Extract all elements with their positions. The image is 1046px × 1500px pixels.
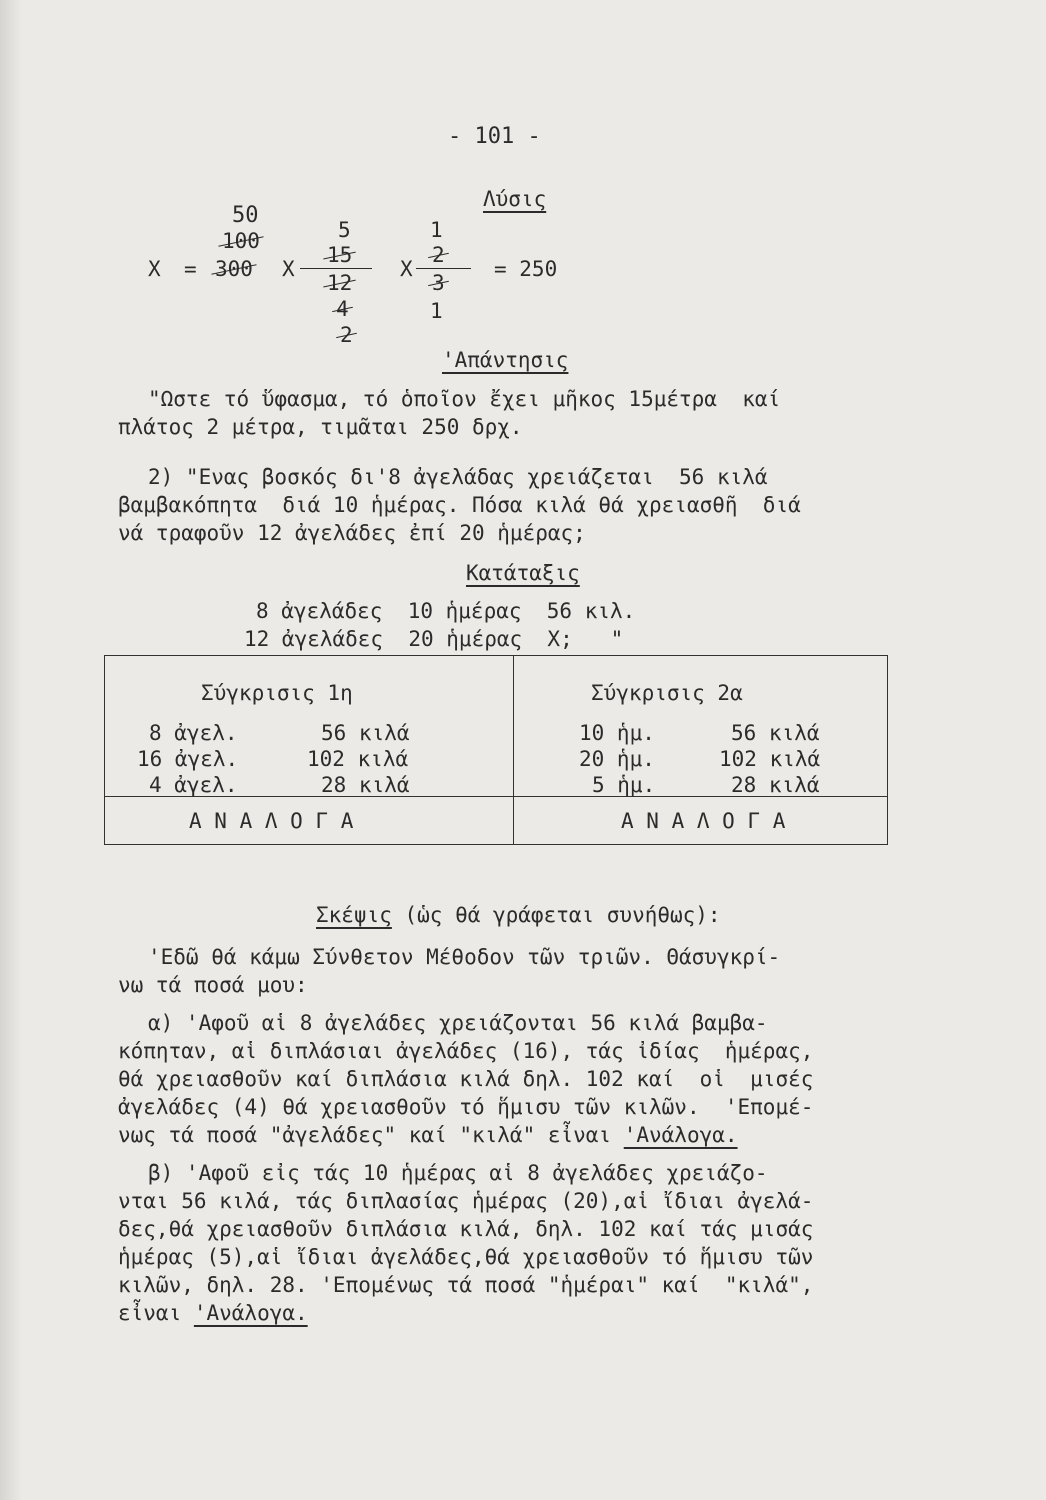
page-number: - 101 -	[448, 124, 541, 149]
n1-mid-value: 100	[222, 229, 260, 253]
n3-numerator-value: 2	[432, 243, 445, 267]
comparison-1-result: Α Ν Α Λ Ο Γ Α	[189, 809, 354, 833]
equals-sign: =	[184, 257, 197, 281]
reasoning-a-conclusion: 'Ανάλογα.	[623, 1123, 738, 1147]
reasoning-a-line-5-text: νως τά ποσά "ἀγελάδες" καί "κιλά" εἶναι	[118, 1123, 624, 1147]
reasoning-b-line-4: ἡμέρας (5),αἱ ἴδιαι ἀγελάδες,θά χρειασθοῦν τό ἥμισυ τῶν	[118, 1245, 814, 1269]
problem-line-3: νά τραφοῦν 12 ἀγελάδες ἐπί 20 ἡμέρας;	[118, 521, 586, 545]
n2-below-1-value: 4	[336, 297, 349, 321]
multiply-sign-1: Χ	[282, 257, 295, 281]
reasoning-a-line-3: θά χρειασθοῦν καί διπλάσια κιλά δηλ. 102 καί οἱ μισές	[118, 1067, 814, 1091]
n1-main	[215, 256, 253, 282]
n2-below-2	[340, 322, 353, 348]
n1-main-value: 300	[215, 257, 253, 281]
comparison-1-row-3-a: 4 ἀγελ.	[149, 773, 238, 797]
reasoning-b-line-2: νται 56 κιλά, τάς διπλασίας ἡμέρας (20),αἱ ἴδιαι ἀγελά-	[118, 1189, 814, 1213]
x-variable: Χ	[148, 257, 161, 281]
comparison-1-row-2-b: 102 κιλά	[307, 747, 409, 771]
fraction-line-1	[300, 268, 372, 269]
reasoning-b-line-5: κιλῶν, δηλ. 28. 'Επομένως τά ποσά "ἡμέραι" καί "κιλά",	[118, 1273, 814, 1297]
answer-line-1: "Ωστε τό ὕφασμα, τό ὁποῖον ἔχει μῆκος 15μέτρα καί	[148, 387, 781, 411]
reasoning-intro-2: νω τά ποσά μου:	[118, 973, 308, 997]
arrangement-row-1: 8 ἀγελάδες 10 ἡμέρας 56 κιλ.	[256, 599, 636, 623]
comparison-1-row-3-b: 28 κιλά	[321, 773, 410, 797]
comparison-2-row-1-a: 10 ἡμ.	[579, 721, 655, 745]
n3-top: 1	[430, 218, 443, 242]
reasoning-b-line-6	[118, 1300, 308, 1326]
comparison-2-row-1-b: 56 κιλά	[731, 721, 820, 745]
n2-numerator-value: 15	[327, 243, 353, 267]
comparison-2-row-3-a: 5 ἡμ.	[592, 773, 656, 797]
reasoning-a-line-1: α) 'Αφοῦ αἱ 8 ἀγελάδες χρειάζονται 56 κιλά βαμβα-	[148, 1011, 768, 1035]
fraction-line-2	[416, 268, 471, 269]
comparison-table	[104, 655, 888, 845]
reasoning-heading: Σκέψις	[316, 903, 392, 927]
n3-denominator-value: 3	[432, 271, 445, 295]
reasoning-heading-line	[316, 902, 721, 928]
table-column-divider	[513, 656, 514, 844]
n2-top: 5	[338, 218, 351, 242]
solution-heading: Λύσις	[483, 187, 547, 211]
reasoning-b-line-3: δες,θά χρειασθοῦν διπλάσια κιλά, δηλ. 102 καί τάς μισάς	[118, 1217, 814, 1241]
reasoning-intro-1: 'Εδῶ θά κάμω Σύνθετον Μέθοδον τῶν τριῶν. Θάσυγκρί-	[148, 945, 781, 969]
comparison-1-title: Σύγκρισις 1η	[201, 681, 353, 705]
arrangement-heading: Κατάταξις	[466, 561, 580, 585]
comparison-1-row-2-a: 16 ἀγελ.	[137, 747, 239, 771]
n2-denominator	[327, 270, 352, 296]
reasoning-b-line-1: β) 'Αφοῦ εἰς τάς 10 ἡμέρας αἱ 8 ἀγελάδες χρειάζο-	[148, 1161, 768, 1185]
page-edge-shadow	[0, 0, 22, 1500]
n3-below: 1	[430, 299, 443, 323]
reasoning-b-conclusion: 'Ανάλογα.	[193, 1301, 308, 1325]
reasoning-a-line-2: κόπηταν, αἱ διπλάσιαι ἀγελάδες (16), τάς ἰδίας ἡμέρας,	[118, 1039, 814, 1063]
comparison-1-row-1-a: 8 ἀγελ.	[149, 721, 238, 745]
problem-line-2: βαμβακόπητα διά 10 ἡμέρας. Πόσα κιλά θά χρειασθῆ διά	[118, 493, 801, 517]
equation-result: = 250	[494, 257, 558, 281]
comparison-2-row-3-b: 28 κιλά	[731, 773, 820, 797]
n1-top: 50	[232, 203, 259, 228]
answer-heading: 'Απάντησις	[442, 348, 569, 372]
n1-mid	[222, 228, 260, 254]
problem-line-1: 2) "Ενας βοσκός δι'8 ἀγελάδας χρειάζεται 56 κιλά	[148, 465, 768, 489]
comparison-1-row-1-b: 56 κιλά	[321, 721, 410, 745]
reasoning-a-line-4: ἀγελάδες (4) θά χρειασθοῦν τό ἥμισυ τῶν κιλῶν. 'Επομέ-	[118, 1095, 814, 1119]
comparison-2-row-2-a: 20 ἡμ.	[579, 747, 655, 771]
reasoning-a-line-5	[118, 1122, 738, 1148]
comparison-2-row-2-b: 102 κιλά	[719, 747, 821, 771]
n3-numerator	[432, 242, 445, 268]
multiply-sign-2: Χ	[400, 257, 413, 281]
n2-denominator-value: 12	[327, 271, 353, 295]
n3-denominator	[432, 270, 445, 296]
reasoning-b-line-6-text: εἶναι	[118, 1301, 194, 1325]
comparison-2-result: Α Ν Α Λ Ο Γ Α	[621, 809, 786, 833]
arrangement-row-2: 12 ἀγελάδες 20 ἡμέρας Χ; "	[244, 627, 624, 651]
n2-below-1	[336, 296, 349, 322]
answer-line-2: πλάτος 2 μέτρα, τιμᾶται 250 δρχ.	[118, 415, 523, 439]
comparison-2-title: Σύγκρισις 2α	[591, 681, 743, 705]
n2-below-2-value: 2	[340, 323, 353, 347]
reasoning-heading-note: (ὡς θά γράφεται συνήθως):	[391, 903, 721, 927]
n2-numerator	[327, 242, 352, 268]
